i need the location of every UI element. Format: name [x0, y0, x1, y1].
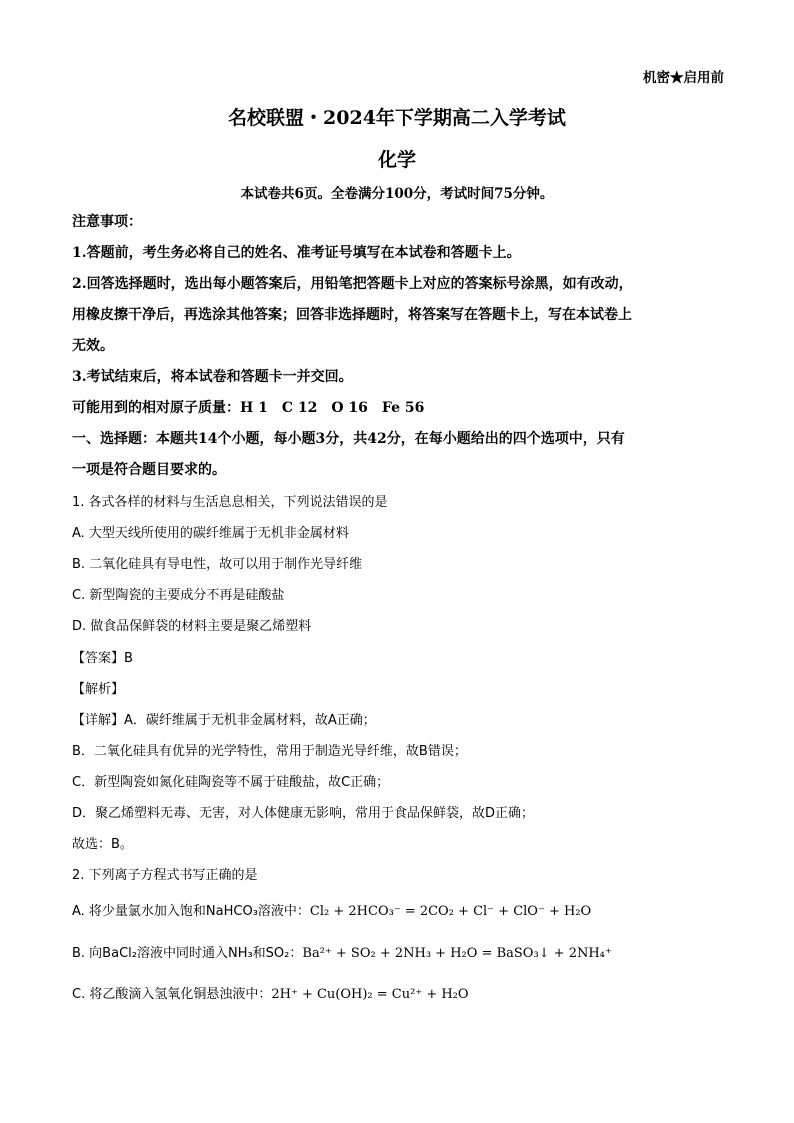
exam-title: 名校联盟・2024年下学期高二入学考试 — [228, 107, 566, 129]
confidential-mark: 机密★启用前 — [643, 70, 724, 86]
subject-title: 化学 — [377, 149, 416, 171]
atomic-masses: 可能用到的相对原子质量：H 1 C 12 O 16 Fe 56 — [72, 400, 425, 416]
notice-item-3: 3.考试结束后，将本试卷和答题卡一并交回。 — [72, 369, 353, 385]
q1-option-b: B. 二氧化硅具有导电性，故可以用于制作光导纤维 — [72, 557, 363, 572]
q2-option-c — [72, 986, 469, 1004]
q1-option-c: C. 新型陶瓷的主要成分不再是硅酸盐 — [72, 588, 285, 603]
q2-option-a — [72, 903, 591, 921]
q2-option-c-text: C. 将乙酸滴入氢氧化铜悬浊液中： — [72, 987, 272, 1002]
notice-item-1: 1.答题前，考生务必将自己的姓名、准考证号填写在本试卷和答题卡上。 — [72, 245, 521, 261]
q1-detail-a: 【详解】A．碳纤维属于无机非金属材料，故A正确； — [72, 713, 376, 728]
q2-option-b-text: B. 向BaCl₂溶液中同时通入NH₃和SO₂： — [72, 946, 303, 961]
notice-item-2-line-1: 2.回答选择题时，选出每小题答案后，用铅笔把答题卡上对应的答案标号涂黑，如有改动， — [72, 276, 633, 292]
exam-info: 本试卷共6页。全卷满分100分，考试时间75分钟。 — [240, 186, 554, 202]
q1-analysis-label: 【解析】 — [72, 682, 125, 697]
notices-heading: 注意事项： — [72, 214, 142, 230]
q1-detail-c: C．新型陶瓷如氮化硅陶瓷等不属于硅酸盐，故C正确； — [72, 775, 390, 790]
section-heading-line-1: 一、选择题：本题共14个小题，每小题3分，共42分，在每小题给出的四个选项中，只有 — [72, 431, 625, 447]
q1-detail-d: D．聚乙烯塑料无毒、无害，对人体健康无影响，常用于食品保鲜袋，故D正确； — [72, 806, 535, 821]
notice-item-2-line-2: 用橡皮擦干净后，再选涂其他答案；回答非选择题时，将答案写在答题卡上，写在本试卷上 — [72, 307, 632, 323]
notice-item-2-line-3: 无效。 — [72, 338, 114, 354]
q1-answer: 【答案】B — [72, 651, 133, 666]
q2-option-c-equation: 2H⁺ + Cu(OH)₂ = Cu²⁺ + H₂O — [271, 987, 469, 1002]
q1-detail-b: B．二氧化硅具有优异的光学特性，常用于制造光导纤维，故B错误； — [72, 744, 467, 759]
q2-option-b-equation: Ba²⁺ + SO₂ + 2NH₃ + H₂O = BaSO₃↓ + 2NH₄⁺ — [302, 946, 612, 961]
q1-option-a: A. 大型天线所使用的碳纤维属于无机非金属材料 — [72, 526, 349, 541]
q1-choice: 故选：B。 — [72, 837, 133, 852]
q1-option-d: D. 做食品保鲜袋的材料主要是聚乙烯塑料 — [72, 619, 312, 634]
q2-option-a-equation: Cl₂ + 2HCO₃⁻ = 2CO₂ + Cl⁻ + ClO⁻ + H₂O — [309, 904, 592, 919]
q1-stem: 1. 各式各样的材料与生活息息相关，下列说法错误的是 — [72, 495, 388, 510]
q2-stem: 2. 下列离子方程式书写正确的是 — [72, 868, 258, 883]
section-heading-line-2: 一项是符合题目要求的。 — [72, 462, 226, 478]
q2-option-a-text: A. 将少量氯水加入饱和NaHCO₃溶液中： — [72, 904, 310, 919]
q2-option-b — [72, 945, 612, 963]
